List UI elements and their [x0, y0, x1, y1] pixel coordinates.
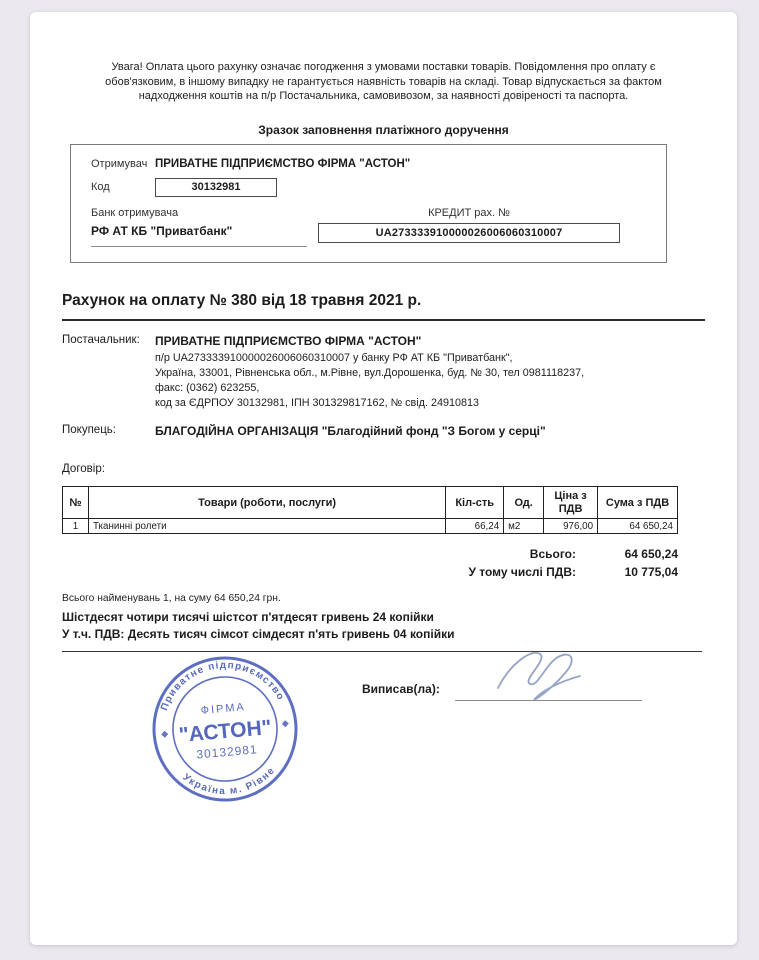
vat-in-words: У т.ч. ПДВ: Десять тисяч сімсот сімдесят п'ять гривень 04 копійки — [62, 626, 455, 641]
issued-by-label: Виписав(ла): — [362, 682, 440, 697]
svg-text:Україна м. Рівне — [180, 764, 280, 801]
code-value-field: 30132981 — [155, 178, 277, 197]
company-stamp — [140, 654, 310, 804]
cell-price: 976,00 — [544, 519, 598, 534]
stamp-firm-name: "АСТОН" — [177, 716, 273, 748]
buyer-name: БЛАГОДІЙНА ОРГАНІЗАЦІЯ "Благодійний фонд "З Богом у серці" — [155, 424, 546, 439]
invoice-title: Рахунок на оплату № 380 від 18 травня 2021 р. — [62, 292, 705, 321]
cell-num: 1 — [63, 519, 89, 534]
stamp-firm-code: 30132981 — [195, 742, 259, 762]
stamp-firm-label: ФІРМА — [200, 701, 247, 718]
contract-label: Договір: — [62, 463, 105, 476]
summary-block — [62, 593, 705, 642]
header-qty: Кіл-сть — [446, 487, 504, 519]
total-label: Всього: — [529, 547, 576, 562]
recipient-label: Отримувач — [91, 157, 148, 170]
invoice-document-page — [30, 12, 737, 945]
summary-items-line: Всього найменувань 1, на суму 64 650,24 грн. — [62, 593, 281, 605]
total-value: 64 650,24 — [624, 547, 678, 562]
recipient-bank-label: Банк отримувача — [91, 206, 179, 219]
buyer-section — [62, 424, 705, 438]
buyer-label: Покупець: — [62, 424, 116, 437]
recipient-value: ПРИВАТНЕ ПІДПРИЄМСТВО ФІРМА "АСТОН" — [155, 157, 411, 170]
credit-account-field: UA273333910000026006060310007 — [318, 223, 620, 243]
items-table-header-row — [63, 487, 678, 519]
header-unit: Од. — [504, 487, 544, 519]
cell-qty: 66,24 — [446, 519, 504, 534]
payment-sample-title: Зразок заповнення платіжного доручення — [258, 122, 509, 137]
cell-sum: 64 650,24 — [598, 519, 678, 534]
table-row — [63, 519, 678, 534]
recipient-bank-name: РФ АТ КБ "Приватбанк" — [91, 224, 307, 247]
supplier-details — [155, 351, 584, 412]
amount-in-words: Шістдесят чотири тисячі шістсот п'ятдесят гривень 24 копійки — [62, 610, 434, 625]
stamp-bottom-text: Україна м. Рівне — [180, 765, 278, 798]
stamp-top-text: Приватне підприємство — [159, 660, 287, 713]
supplier-address-line: Україна, 33001, Рівненська обл., м.Рівне, вул.Дорошенка, буд. № 30, тел 0981118237, — [155, 366, 585, 379]
payment-sample-box — [70, 144, 667, 263]
code-label: Код — [91, 181, 110, 193]
header-goods: Товари (роботи, послуги) — [88, 487, 445, 519]
supplier-account-line: п/р UA273333910000026006060310007 у банку РФ АТ КБ "Приватбанк", — [155, 351, 513, 364]
cell-unit: м2 — [504, 519, 544, 534]
totals-block — [62, 547, 678, 579]
supplier-label: Постачальник: — [62, 333, 140, 346]
supplier-codes-line: код за ЄДРПОУ 30132981, ІПН 301329817162, № свід. 24910813 — [155, 397, 480, 410]
signature-icon — [480, 646, 610, 706]
footer-section — [62, 652, 705, 882]
cell-goods: Тканинні ролети — [88, 519, 445, 534]
payment-warning-text: Увага! Оплата цього рахунку означає погодження з умовами поставки товарів. Повідомлення про оплату є обов'язковим, в іншому випадку не гарантується наявність товарів на складі. Товар відпускається за фактом надходження коштів на п/р Постачальника, самовивозом, за наявності довіреності та паспорта. — [105, 61, 662, 102]
supplier-name: ПРИВАТНЕ ПІДПРИЄМСТВО ФІРМА "АСТОН" — [155, 333, 422, 348]
supplier-section — [62, 334, 705, 412]
vat-label: У тому числі ПДВ: — [468, 565, 576, 580]
signature-line — [455, 700, 642, 701]
supplier-fax-line: факс: (0362) 623255, — [155, 381, 260, 394]
credit-account-label: КРЕДИТ рах. № — [428, 206, 510, 219]
header-price: Ціна з ПДВ — [544, 487, 598, 519]
header-sum: Сума з ПДВ — [598, 487, 678, 519]
items-table — [62, 486, 678, 534]
stamp-icon — [140, 654, 310, 804]
vat-value: 10 775,04 — [624, 565, 678, 580]
header-num: № — [63, 487, 89, 519]
